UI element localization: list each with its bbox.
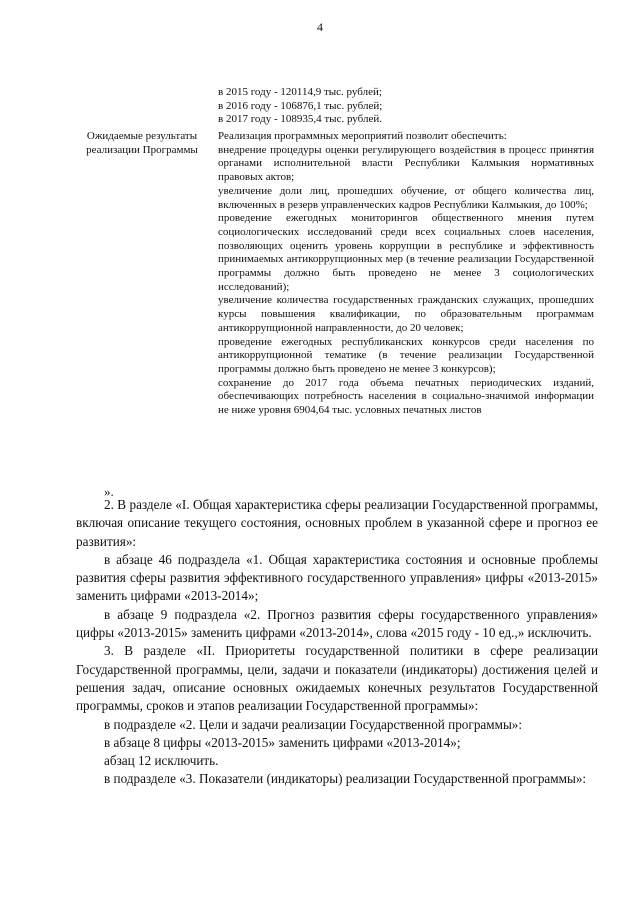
result-item: увеличение количества государственных гражданских служащих, прошедших курсы повышения квалификации, по образовательным программам антикоррупционной направленности, до 20 человек; — [218, 294, 594, 334]
paragraph: абзац 12 исключить. — [104, 753, 219, 769]
funding-line: в 2017 году - 108935,4 тыс. рублей. — [218, 113, 382, 126]
paragraph: в подразделе «3. Показатели (индикаторы) реализации Государственной программы»: — [104, 771, 587, 787]
funding-list — [218, 86, 594, 127]
result-item: сохранение до 2017 года объема печатных периодических изданий, обеспечивающих потребность населения в социально-значимой информации не ниже уровня 6904,64 тыс. условных печатных листов — [218, 376, 594, 417]
paragraph: 2. В разделе «I. Общая характеристика сферы реализации Государственной программы, включая описание текущего состояния, основных проблем в указанной сфере и прогноз ее развития»: — [76, 497, 598, 549]
paragraph: в подразделе «2. Цели и задачи реализации Государственной программы»: — [104, 716, 523, 732]
paragraph: в абзаце 46 подраздела «1. Общая характеристика состояния и основные проблемы развития сферы развития эффективного государственного управления» цифры «2013-2015» заменить цифрами «2013-2014»; — [76, 551, 598, 604]
results-label: Ожидаемые результаты реализации Программы — [86, 130, 198, 156]
funding-line: в 2015 году - 120114,9 тыс. рублей; — [218, 86, 382, 98]
results-list — [218, 130, 594, 418]
result-item: увеличение доли лиц, прошедших обучение, от общего количества лиц, включенных в резерв управленческих кадров Республики Калмыкия, до 100%; — [218, 184, 594, 211]
closing-quote: ». — [104, 484, 114, 499]
document-body — [76, 496, 598, 789]
paragraph: в абзаце 8 цифры «2013-2015» заменить цифрами «2013-2014»; — [104, 734, 461, 750]
result-item: проведение ежегодных республиканских конкурсов среди населения по антикоррупционной тематике (в течение реализации Государственной программы должно быть проведено не менее 3 конкурсов); — [218, 335, 594, 375]
paragraph: 3. В разделе «II. Приоритеты государственной политики в сфере реализации Государственной программы, цели, задачи и показатели (индикаторы) достижения целей и решения задач, описание основных ожидаемых конечных результатов Государственной программы, сроков и этапов реализации Государственной программы»: — [76, 643, 598, 714]
page-number: 4 — [317, 20, 323, 34]
result-item: проведение ежегодных мониторингов общественного мнения путем социологических исследований среди всех социальных слоев населения, позволяющих оценить уровень коррупции в республике и эффективность принимаемых антикоррупционных мер (в течение реализации Государственной программы должно быть проведено не менее 3 социологических исследований); — [218, 212, 594, 293]
funding-line: в 2016 году - 106876,1 тыс. рублей; — [218, 99, 383, 112]
paragraph: в абзаце 9 подраздела «2. Прогноз развития сферы государственного управления» цифры «2013-2015» заменить цифрами «2013-2014», слова «2015 году - 10 ед.,» исключить. — [76, 606, 598, 641]
result-item: внедрение процедуры оценки регулирующего воздействия в процесс принятия органами исполнительной власти Республики Калмыкия нормативных правовых актов; — [218, 143, 594, 184]
results-intro: Реализация программных мероприятий позволит обеспечить: — [218, 130, 507, 142]
